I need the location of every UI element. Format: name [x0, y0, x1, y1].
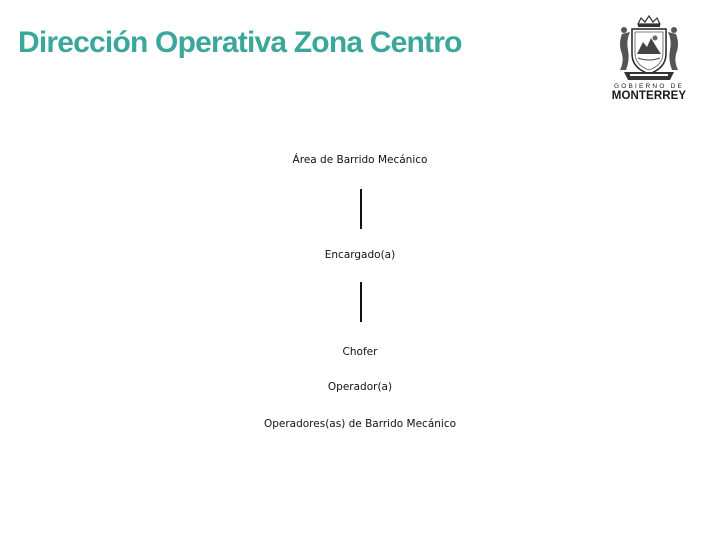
org-node-encargado: Encargado(a): [324, 249, 396, 261]
connector-line: [360, 189, 362, 229]
logo-wordmark: MONTERREY: [611, 90, 687, 102]
org-node-area: Área de Barrido Mecánico: [292, 154, 428, 166]
org-node-operador: Operador(a): [327, 381, 393, 393]
coat-of-arms-icon: [608, 14, 690, 84]
org-node-operadores: Operadores(as) de Barrido Mecánico: [263, 418, 457, 430]
logo-caption: GOBIERNO DE: [613, 83, 685, 90]
monterrey-logo: [608, 14, 690, 106]
org-node-chofer: Chofer: [342, 346, 378, 358]
page-title: Dirección Operativa Zona Centro: [18, 26, 462, 59]
connector-line: [360, 282, 362, 322]
